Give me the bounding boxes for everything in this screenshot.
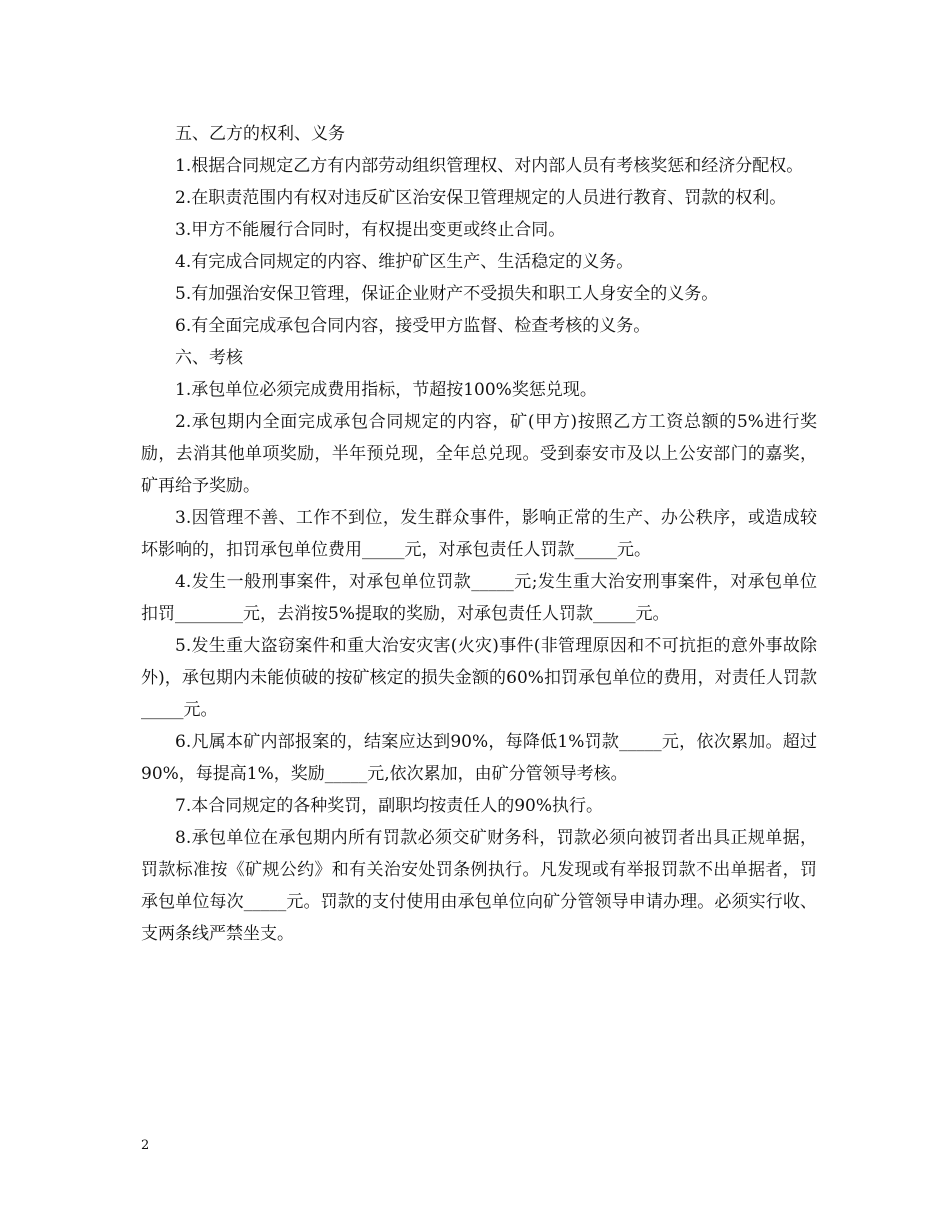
section-heading-assessment: 六、考核 — [175, 348, 243, 368]
paragraph: 5.有加强治安保卫管理，保证企业财产不受损失和职工人身安全的义务。 — [175, 284, 719, 304]
paragraph: 3.甲方不能履行合同时，有权提出变更或终止合同。 — [175, 220, 566, 240]
paragraph: 2.在职责范围内有权对违反矿区治安保卫管理规定的人员进行教育、罚款的权利。 — [175, 188, 787, 208]
paragraph: 1.根据合同规定乙方有内部劳动组织管理权、对内部人员有考核奖惩和经济分配权。 — [175, 156, 804, 176]
paragraph: 4.发生一般刑事案件，对承包单位罚款_____元;发生重大治安刑事案件，对承包单位扣罚________元，去消按5%提取的奖励，对承包责任人罚款_____元。 — [141, 572, 817, 624]
document-body — [141, 118, 817, 950]
paragraph: 6.有全面完成承包合同内容，接受甲方监督、检查考核的义务。 — [175, 316, 651, 336]
paragraph: 1.承包单位必须完成费用指标，节超按100%奖惩兑现。 — [175, 380, 597, 400]
paragraph: 8.承包单位在承包期内所有罚款必须交矿财务科，罚款必须向被罚者出具正规单据，罚款标准按《矿规公约》和有关治安处罚条例执行。凡发现或有举报罚款不出单据者，罚承包单位每次_____元。罚款的支付使用由承包单位向矿分管领导申请办理。必须实行收、支两条线严禁坐支。 — [141, 828, 817, 944]
paragraph: 5.发生重大盗窃案件和重大治安灾害(火灾)事件(非管理原因和不可抗拒的意外事故除外)，承包期内未能侦破的按矿核定的损失金额的60%扣罚承包单位的费用，对责任人罚款_____元。 — [141, 636, 817, 720]
paragraph: 2.承包期内全面完成承包合同规定的内容，矿(甲方)按照乙方工资总额的5%进行奖励，去消其他单项奖励，半年预兑现，全年总兑现。受到泰安市及以上公安部门的嘉奖，矿再给予奖励。 — [141, 412, 817, 496]
section-heading-rights-obligations: 五、乙方的权利、义务 — [175, 124, 345, 144]
paragraph: 3.因管理不善、工作不到位，发生群众事件，影响正常的生产、办公秩序，或造成较坏影响的，扣罚承包单位费用_____元，对承包责任人罚款_____元。 — [141, 508, 817, 560]
paragraph: 7.本合同规定的各种奖罚，副职均按责任人的90%执行。 — [175, 796, 604, 816]
paragraph: 4.有完成合同规定的内容、维护矿区生产、生活稳定的义务。 — [175, 252, 634, 272]
paragraph: 6.凡属本矿内部报案的，结案应达到90%，每降低1%罚款_____元，依次累加。超过90%，每提高1%，奖励_____元,依次累加，由矿分管领导考核。 — [141, 732, 817, 784]
page-number: 2 — [141, 1138, 150, 1153]
